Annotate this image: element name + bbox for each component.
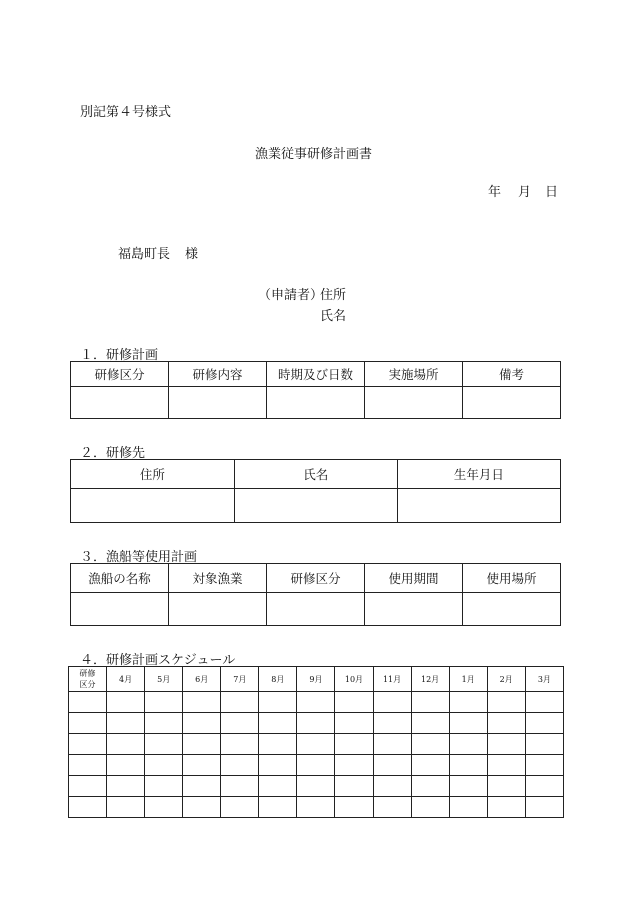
schedule-cell[interactable] [449, 713, 487, 734]
month-header: 11月 [373, 667, 411, 692]
schedule-cell[interactable] [297, 755, 335, 776]
schedule-cell[interactable] [183, 776, 221, 797]
column-header: 研修区分 [267, 564, 365, 593]
month-header: 6月 [183, 667, 221, 692]
schedule-row [69, 755, 564, 776]
schedule-cell[interactable] [221, 734, 259, 755]
month-header: 2月 [487, 667, 525, 692]
schedule-cell[interactable] [487, 713, 525, 734]
input-cell[interactable] [71, 387, 169, 419]
input-cell[interactable] [267, 593, 365, 626]
schedule-cell[interactable] [487, 776, 525, 797]
section3-heading: ３．漁船等使用計画 [80, 550, 198, 565]
schedule-cell[interactable] [525, 713, 563, 734]
schedule-row [69, 692, 564, 713]
schedule-category-header [69, 667, 107, 692]
schedule-cell[interactable] [335, 776, 373, 797]
input-cell[interactable] [267, 387, 365, 419]
schedule-cell[interactable] [183, 692, 221, 713]
schedule-cell[interactable] [107, 797, 145, 818]
month-header: 10月 [335, 667, 373, 692]
schedule-cell[interactable] [525, 692, 563, 713]
schedule-cell[interactable] [145, 734, 183, 755]
month-header: 4月 [107, 667, 145, 692]
schedule-cell[interactable] [335, 713, 373, 734]
schedule-cell[interactable] [107, 713, 145, 734]
column-header: 漁船の名称 [71, 564, 169, 593]
input-cell[interactable] [234, 489, 397, 523]
month-header: 3月 [525, 667, 563, 692]
schedule-row [69, 713, 564, 734]
schedule-cell[interactable] [449, 755, 487, 776]
applicant-name-label: 氏名 [320, 309, 347, 324]
schedule-cell[interactable] [411, 692, 449, 713]
schedule-cell[interactable] [69, 797, 107, 818]
schedule-cell[interactable] [183, 797, 221, 818]
schedule-cell[interactable] [221, 713, 259, 734]
schedule-cell[interactable] [183, 734, 221, 755]
schedule-cell[interactable] [259, 755, 297, 776]
schedule-cell[interactable] [183, 713, 221, 734]
training-plan-table [70, 361, 561, 419]
schedule-cell[interactable] [69, 713, 107, 734]
schedule-cell[interactable] [69, 776, 107, 797]
schedule-cell[interactable] [487, 797, 525, 818]
schedule-cell[interactable] [487, 755, 525, 776]
schedule-cell[interactable] [335, 692, 373, 713]
schedule-cell[interactable] [411, 797, 449, 818]
schedule-row [69, 734, 564, 755]
document-title: 漁業従事研修計画書 [255, 147, 373, 162]
schedule-row [69, 797, 564, 818]
schedule-cell[interactable] [449, 797, 487, 818]
schedule-cell[interactable] [411, 776, 449, 797]
input-cell[interactable] [169, 593, 267, 626]
schedule-cell[interactable] [297, 692, 335, 713]
schedule-cell[interactable] [107, 776, 145, 797]
schedule-category-header-line: 区分 [79, 680, 96, 689]
schedule-cell[interactable] [525, 776, 563, 797]
form-number: 別記第４号様式 [80, 105, 172, 120]
schedule-cell[interactable] [107, 692, 145, 713]
month-header: 7月 [221, 667, 259, 692]
month-header: 8月 [259, 667, 297, 692]
schedule-cell[interactable] [487, 734, 525, 755]
column-header: 研修区分 [71, 362, 169, 387]
schedule-cell[interactable] [259, 692, 297, 713]
schedule-cell[interactable] [411, 734, 449, 755]
addressee-name: 福島町長 [118, 247, 171, 262]
applicant-address-label: 住所 [320, 288, 347, 303]
date-month-label: 月 [518, 185, 532, 200]
schedule-cell[interactable] [449, 692, 487, 713]
input-cell[interactable] [463, 387, 561, 419]
column-header: 住所 [71, 460, 235, 489]
schedule-cell[interactable] [69, 734, 107, 755]
schedule-cell[interactable] [411, 713, 449, 734]
month-header: 1月 [449, 667, 487, 692]
column-header: 備考 [463, 362, 561, 387]
column-header: 使用期間 [365, 564, 463, 593]
schedule-table [68, 666, 564, 818]
column-header: 対象漁業 [169, 564, 267, 593]
month-header: 12月 [411, 667, 449, 692]
column-header: 氏名 [234, 460, 397, 489]
schedule-cell[interactable] [183, 755, 221, 776]
schedule-cell[interactable] [335, 734, 373, 755]
applicant-label: （申請者） [258, 288, 324, 303]
schedule-cell[interactable] [259, 797, 297, 818]
schedule-cell[interactable] [69, 692, 107, 713]
schedule-cell[interactable] [335, 797, 373, 818]
schedule-cell[interactable] [335, 755, 373, 776]
date-day-label: 日 [545, 185, 559, 200]
schedule-cell[interactable] [297, 734, 335, 755]
schedule-row [69, 776, 564, 797]
input-cell[interactable] [365, 593, 463, 626]
schedule-cell[interactable] [487, 692, 525, 713]
schedule-cell[interactable] [259, 776, 297, 797]
month-header: 5月 [145, 667, 183, 692]
schedule-cell[interactable] [145, 797, 183, 818]
schedule-cell[interactable] [449, 734, 487, 755]
schedule-cell[interactable] [373, 755, 411, 776]
column-header: 時期及び日数 [267, 362, 365, 387]
schedule-cell[interactable] [373, 734, 411, 755]
schedule-cell[interactable] [259, 734, 297, 755]
input-cell[interactable] [169, 387, 267, 419]
section4-heading: ４．研修計画スケジュール [80, 653, 236, 668]
column-header: 研修内容 [169, 362, 267, 387]
schedule-cell[interactable] [145, 713, 183, 734]
schedule-cell[interactable] [297, 797, 335, 818]
column-header: 使用場所 [463, 564, 561, 593]
schedule-cell[interactable] [449, 776, 487, 797]
schedule-cell[interactable] [297, 776, 335, 797]
schedule-cell[interactable] [373, 692, 411, 713]
vessel-usage-table [70, 563, 561, 626]
schedule-cell[interactable] [145, 776, 183, 797]
schedule-cell[interactable] [221, 692, 259, 713]
schedule-cell[interactable] [107, 755, 145, 776]
input-cell[interactable] [71, 593, 169, 626]
input-cell[interactable] [71, 489, 235, 523]
section1-heading: １．研修計画 [80, 348, 159, 363]
month-header: 9月 [297, 667, 335, 692]
column-header: 生年月日 [397, 460, 560, 489]
input-cell[interactable] [397, 489, 560, 523]
schedule-cell[interactable] [373, 797, 411, 818]
training-destination-table [70, 459, 561, 523]
schedule-cell[interactable] [411, 755, 449, 776]
input-cell[interactable] [365, 387, 463, 419]
schedule-cell[interactable] [69, 755, 107, 776]
schedule-cell[interactable] [221, 755, 259, 776]
schedule-cell[interactable] [259, 713, 297, 734]
schedule-cell[interactable] [373, 776, 411, 797]
schedule-cell[interactable] [525, 755, 563, 776]
schedule-cell[interactable] [525, 734, 563, 755]
schedule-cell[interactable] [373, 713, 411, 734]
addressee-honorific: 様 [185, 247, 199, 262]
column-header: 実施場所 [365, 362, 463, 387]
schedule-cell[interactable] [145, 692, 183, 713]
schedule-cell[interactable] [107, 734, 145, 755]
schedule-category-header-line: 研修 [79, 669, 96, 678]
date-year-label: 年 [488, 185, 502, 200]
input-cell[interactable] [463, 593, 561, 626]
schedule-cell[interactable] [221, 797, 259, 818]
schedule-cell[interactable] [145, 755, 183, 776]
schedule-cell[interactable] [525, 797, 563, 818]
schedule-cell[interactable] [221, 776, 259, 797]
section2-heading: ２．研修先 [80, 446, 146, 461]
schedule-cell[interactable] [297, 713, 335, 734]
